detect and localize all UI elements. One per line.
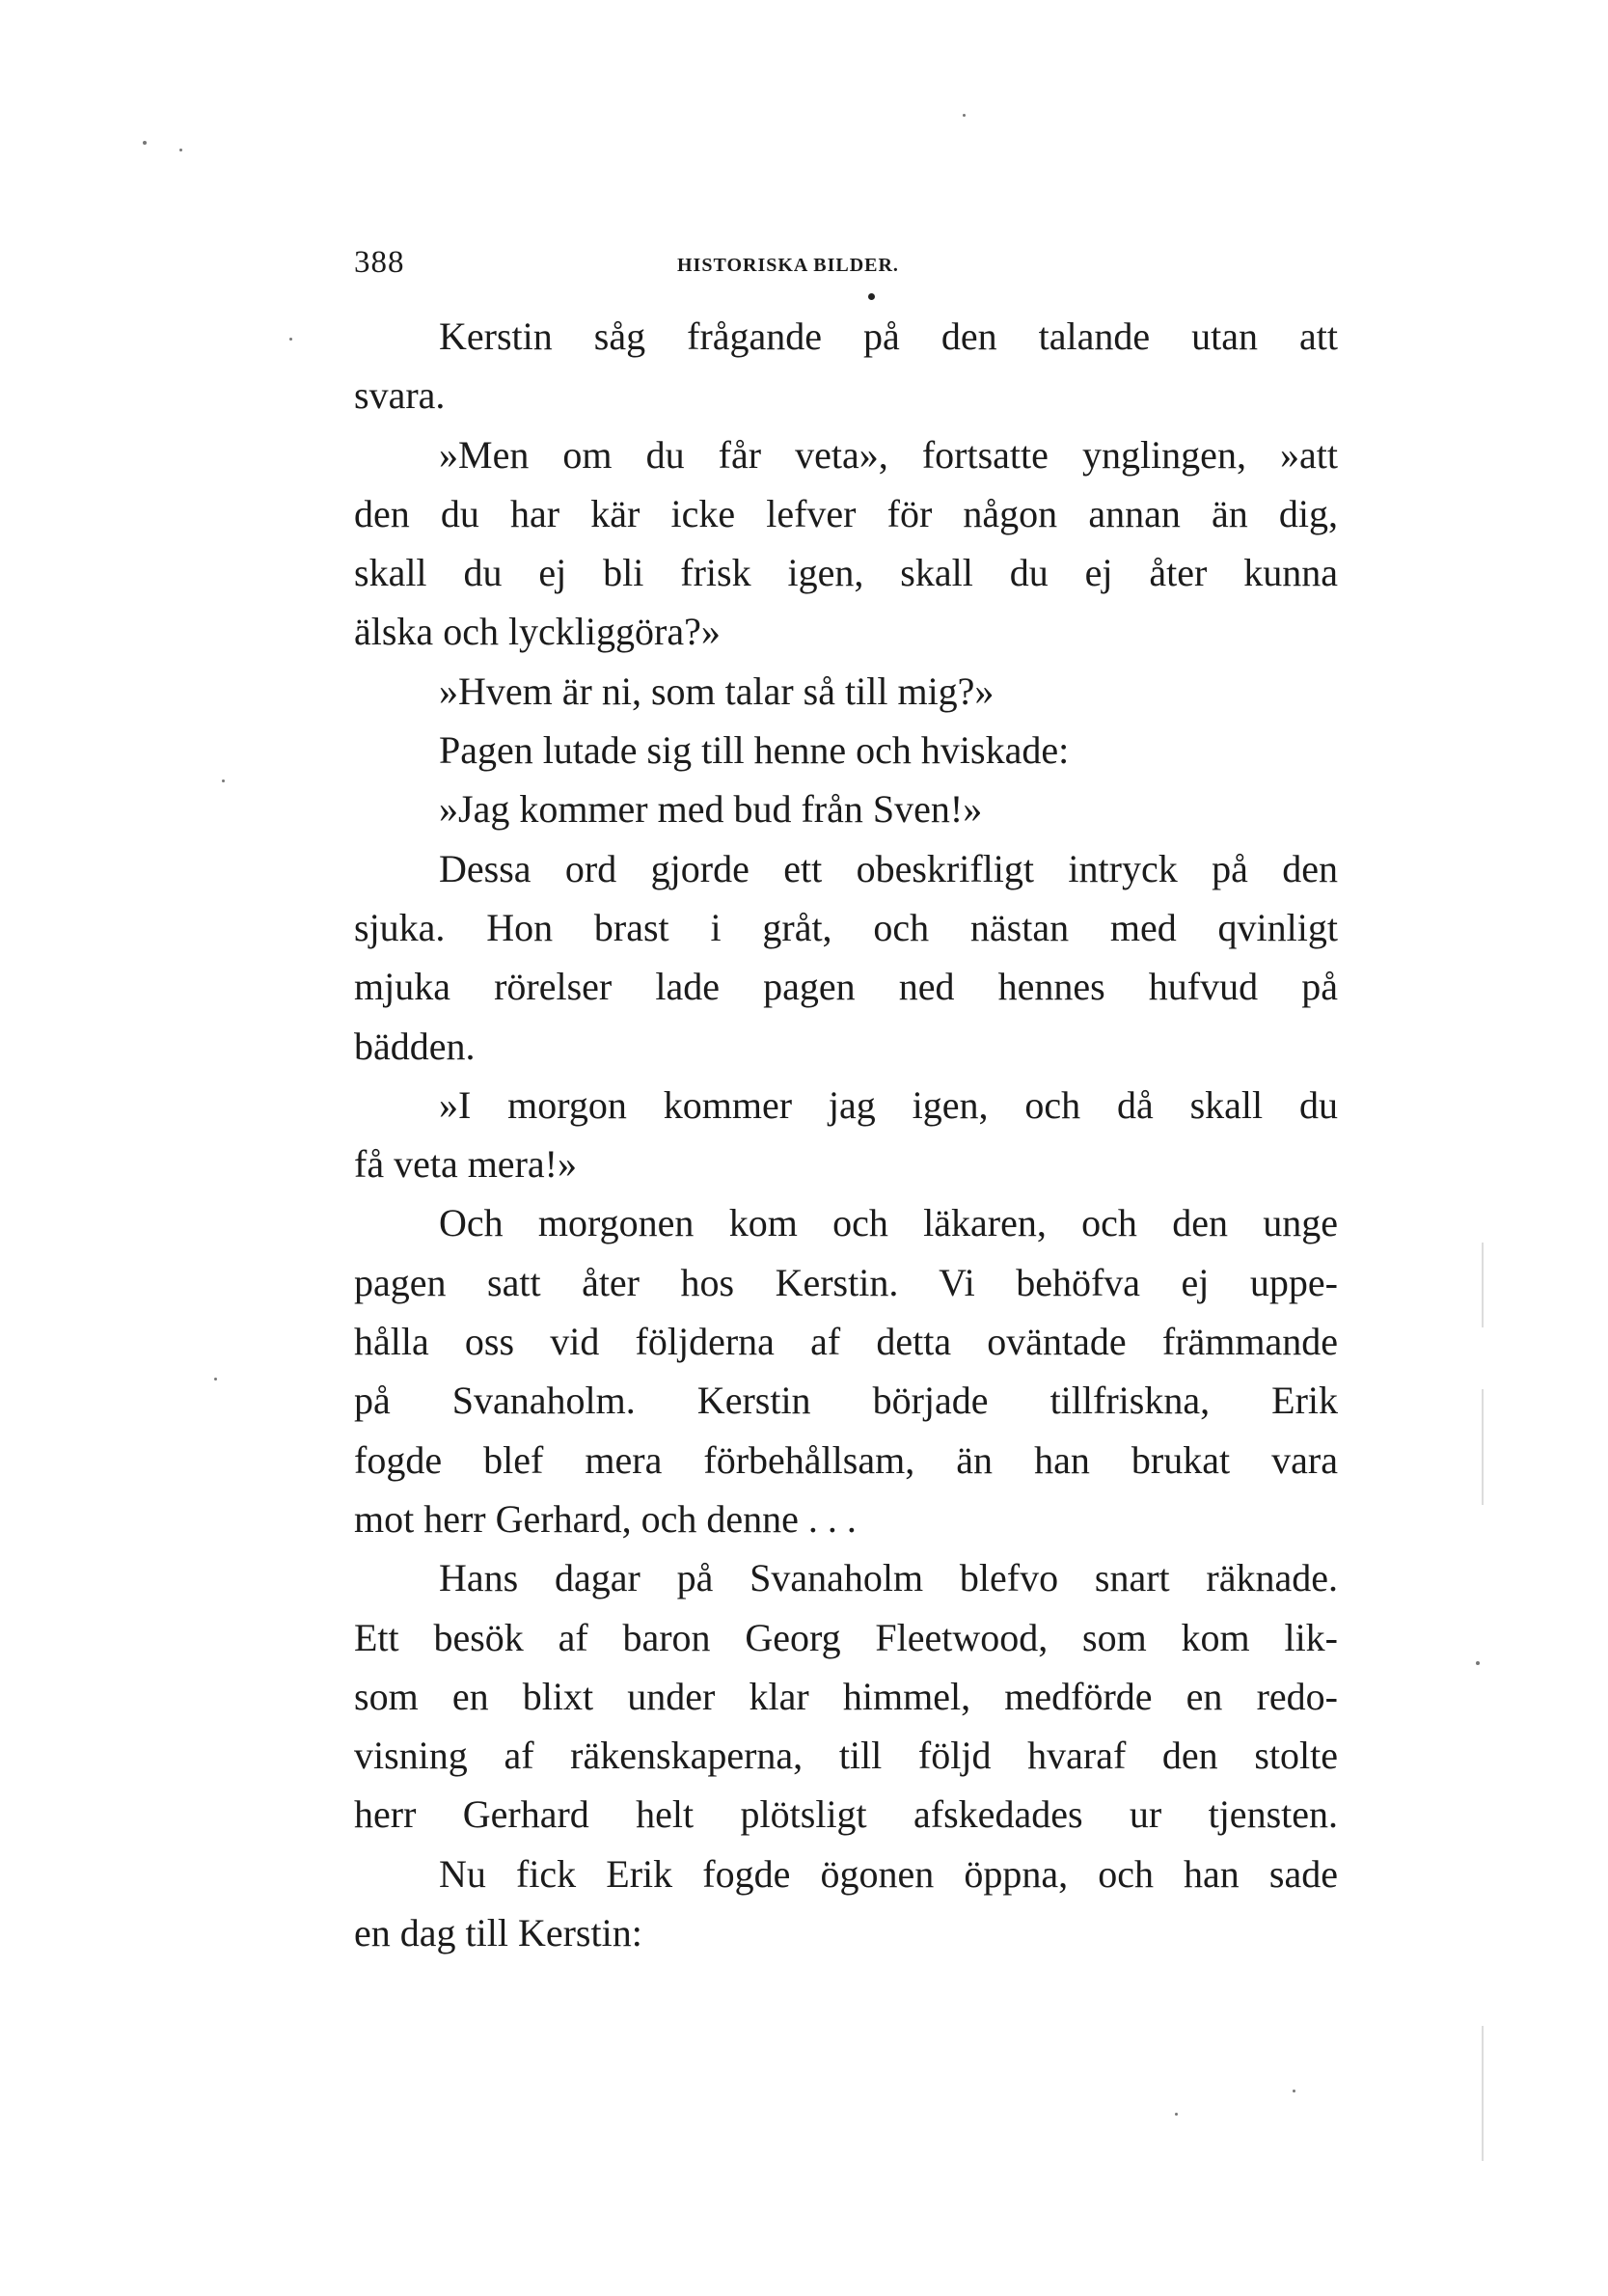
text-line: mot herr Gerhard, och denne . . . bbox=[354, 1496, 857, 1541]
running-head: HISTORISKA BILDER. bbox=[677, 255, 899, 276]
text-line: som en blixt under klar himmel, medförde en redo- bbox=[354, 1674, 1338, 1718]
text-line: bädden. bbox=[354, 1024, 476, 1068]
text-line: den du har kär icke lefver för någon annan än dig, bbox=[354, 491, 1338, 535]
text-line: Ett besök af baron Georg Fleetwood, som kom lik- bbox=[354, 1615, 1338, 1659]
body-text bbox=[354, 307, 1338, 1962]
scan-speck bbox=[222, 779, 225, 782]
text-line: hålla oss vid följderna af detta oväntade främmande bbox=[354, 1320, 1338, 1364]
text-line: Dessa ord gjorde ett obeskrifligt intryck på den bbox=[439, 846, 1338, 890]
text-line: Hans dagar på Svanaholm blefvo snart räknade. bbox=[439, 1556, 1338, 1600]
text-line: Kerstin såg frågande på den talande utan att bbox=[439, 314, 1338, 358]
text-line: »Men om du får veta», fortsatte ynglingen, »att bbox=[439, 432, 1338, 477]
text-line: Pagen lutade sig till henne och hviskade: bbox=[439, 728, 1070, 773]
scan-speck bbox=[1476, 1661, 1480, 1665]
page-number: 388 bbox=[354, 245, 405, 280]
text-line: älska och lyckliggöra?» bbox=[354, 610, 721, 654]
scan-speck bbox=[1293, 2090, 1295, 2092]
text-line: »Hvem är ni, som talar så till mig?» bbox=[439, 669, 995, 713]
scan-speck bbox=[214, 1378, 217, 1380]
text-line: pagen satt åter hos Kerstin. Vi behöfva ej uppe- bbox=[354, 1260, 1338, 1304]
scan-speck bbox=[868, 293, 875, 300]
scan-speck bbox=[143, 141, 147, 145]
text-line: fogde blef mera förbehållsam, än han brukat vara bbox=[354, 1437, 1338, 1482]
scan-edge-mark bbox=[1482, 1243, 1484, 1327]
scan-speck bbox=[1175, 2113, 1178, 2116]
text-line: »Jag kommer med bud från Sven!» bbox=[439, 787, 983, 832]
text-line: mjuka rörelser lade pagen ned hennes hufvud på bbox=[354, 965, 1338, 1009]
page-header bbox=[354, 245, 1338, 284]
text-line: skall du ej bli frisk igen, skall du ej åter kunna bbox=[354, 551, 1338, 595]
text-line: »I morgon kommer jag igen, och då skall du bbox=[439, 1082, 1338, 1127]
text-line: Nu fick Erik fogde ögonen öppna, och han sade bbox=[439, 1851, 1338, 1896]
text-line: svara. bbox=[354, 373, 446, 418]
text-line: sjuka. Hon brast i gråt, och nästan med qvinligt bbox=[354, 905, 1338, 949]
text-line: herr Gerhard helt plötsligt afskedades ur tjensten. bbox=[354, 1792, 1338, 1837]
scan-speck bbox=[289, 338, 292, 341]
scan-edge-mark bbox=[1482, 2026, 1484, 2161]
text-line: Och morgonen kom och läkaren, och den unge bbox=[439, 1201, 1338, 1245]
text-line: på Svanaholm. Kerstin började tillfriskna, Erik bbox=[354, 1379, 1338, 1423]
text-line: en dag till Kerstin: bbox=[354, 1911, 642, 1955]
scan-edge-mark bbox=[1482, 1389, 1484, 1505]
scan-speck bbox=[179, 149, 182, 151]
text-line: visning af räkenskaperna, till följd hvaraf den stolte bbox=[354, 1734, 1338, 1778]
text-line: få veta mera!» bbox=[354, 1142, 577, 1187]
scan-speck bbox=[963, 114, 966, 117]
